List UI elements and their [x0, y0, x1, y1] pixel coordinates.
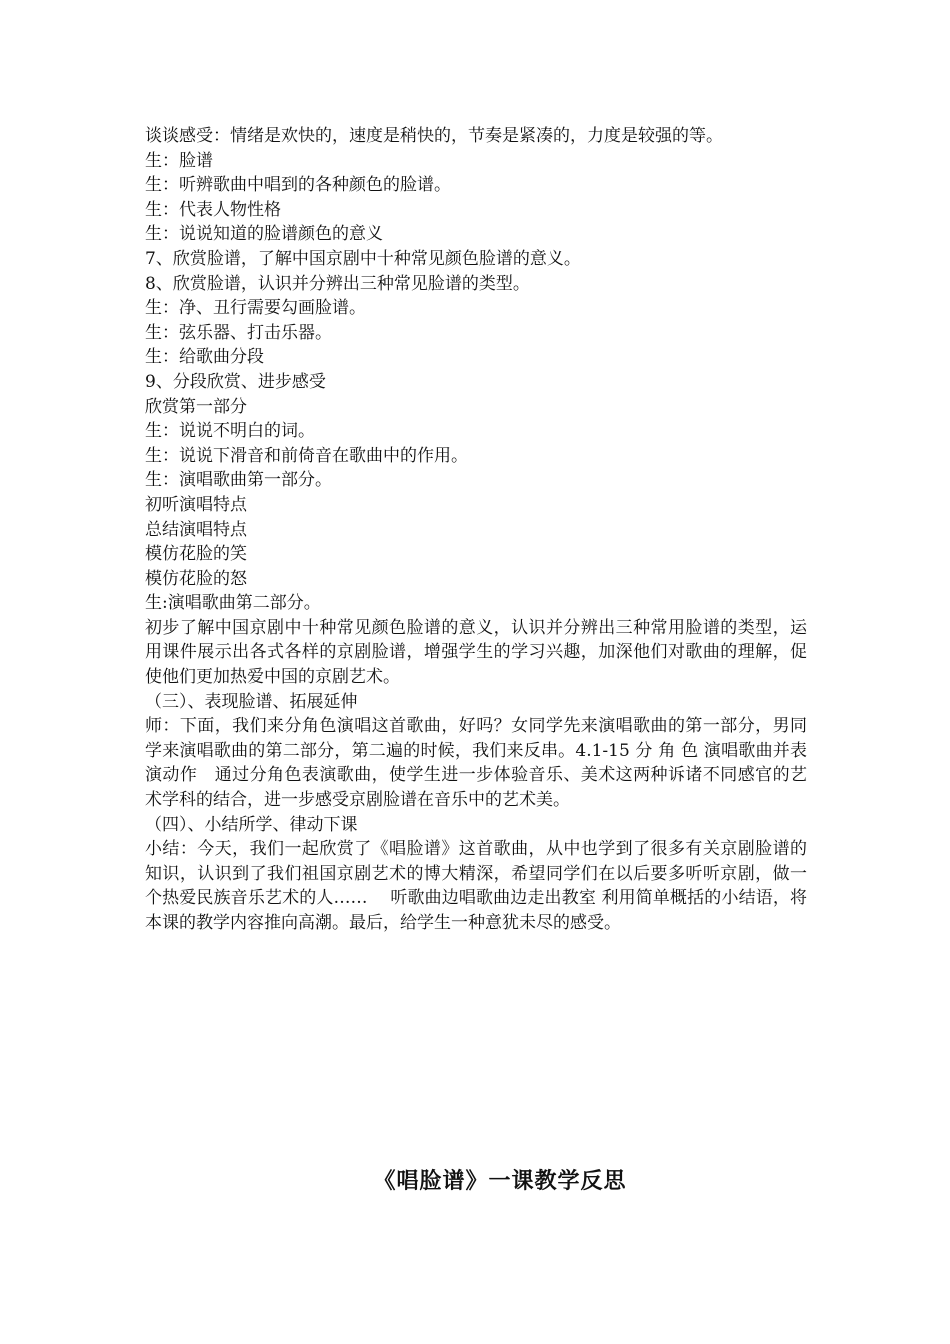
text-line: 生：演唱歌曲第一部分。 [145, 470, 332, 491]
paragraph-role-singing: 师：下面，我们来分角色演唱这首歌曲，好吗？女同学先来演唱歌曲的第一部分，男同学来演唱歌曲的第二部分，第二遍的时候，我们来反串。4.1-15 分 角 色 演唱歌曲并表演动作 通过分角色表演歌曲，使学生进一步体验音乐、美术这两种诉诸不同感官的艺术学科的结合，进一步感受京剧脸谱在音乐中的艺术美。 [145, 716, 807, 811]
document-body [145, 124, 807, 936]
text-line: 谈谈感受：情绪是欢快的，速度是稍快的，节奏是紧凑的，力度是较强的等。 [145, 126, 723, 146]
paragraph-summary: 初步了解中国京剧中十种常见颜色脸谱的意义，认识并分辨出三种常用脸谱的类型，运用课件展示出各式各样的京剧脸谱，增强学生的学习兴趣，加深他们对歌曲的理解，促使他们更加热爱中国的京剧艺术。 [145, 617, 807, 688]
text-line: 生：给歌曲分段 [145, 347, 264, 368]
section-heading-3: （三）、表现脸谱、拓展延伸 [145, 691, 358, 712]
text-line: 7、欣赏脸谱，了解中国京剧中十种常见颜色脸谱的意义。 [145, 248, 581, 269]
text-line: 生：弦乐器、打击乐器。 [145, 322, 332, 343]
text-line: 初听演唱特点 [145, 494, 247, 515]
paragraph-conclusion: 小结：今天，我们一起欣赏了《唱脸谱》这首歌曲，从中也学到了很多有关京剧脸谱的知识，认识到了我们祖国京剧艺术的博大精深，希望同学们在以后要多听听京剧，做一个热爱民族音乐艺术的人…… 听歌曲边唱歌曲边走出教室 利用简单概括的小结语，将本课的教学内容推向高潮。最后，给学生一种意犹未尽的感受。 [145, 839, 807, 933]
text-line: 生：说说下滑音和前倚音在歌曲中的作用。 [145, 445, 468, 466]
text-line: 生：说说不明白的词。 [145, 421, 315, 442]
text-line: 生：代表人物性格 [145, 199, 281, 220]
text-line: 生：净、丑行需要勾画脸谱。 [145, 298, 366, 319]
text-line: 生：听辨歌曲中唱到的各种颜色的脸谱。 [145, 175, 451, 196]
text-line: 总结演唱特点 [145, 519, 247, 540]
text-line: 8、欣赏脸谱，认识并分辨出三种常见脸谱的类型。 [145, 273, 530, 294]
text-line: 9、分段欣赏、进步感受 [145, 371, 326, 392]
page-title: 《唱脸谱》一课教学反思 [373, 1168, 627, 1194]
section-heading-4: （四）、小结所学、律动下课 [145, 814, 358, 835]
text-line: 生:演唱歌曲第二部分。 [145, 593, 321, 614]
text-line: 模仿花脸的笑 [145, 544, 247, 565]
text-line: 欣赏第一部分 [145, 396, 247, 417]
text-line: 生：说说知道的脸谱颜色的意义 [145, 224, 383, 245]
text-line: 模仿花脸的怒 [145, 568, 247, 589]
text-line: 生：脸谱 [145, 150, 213, 171]
